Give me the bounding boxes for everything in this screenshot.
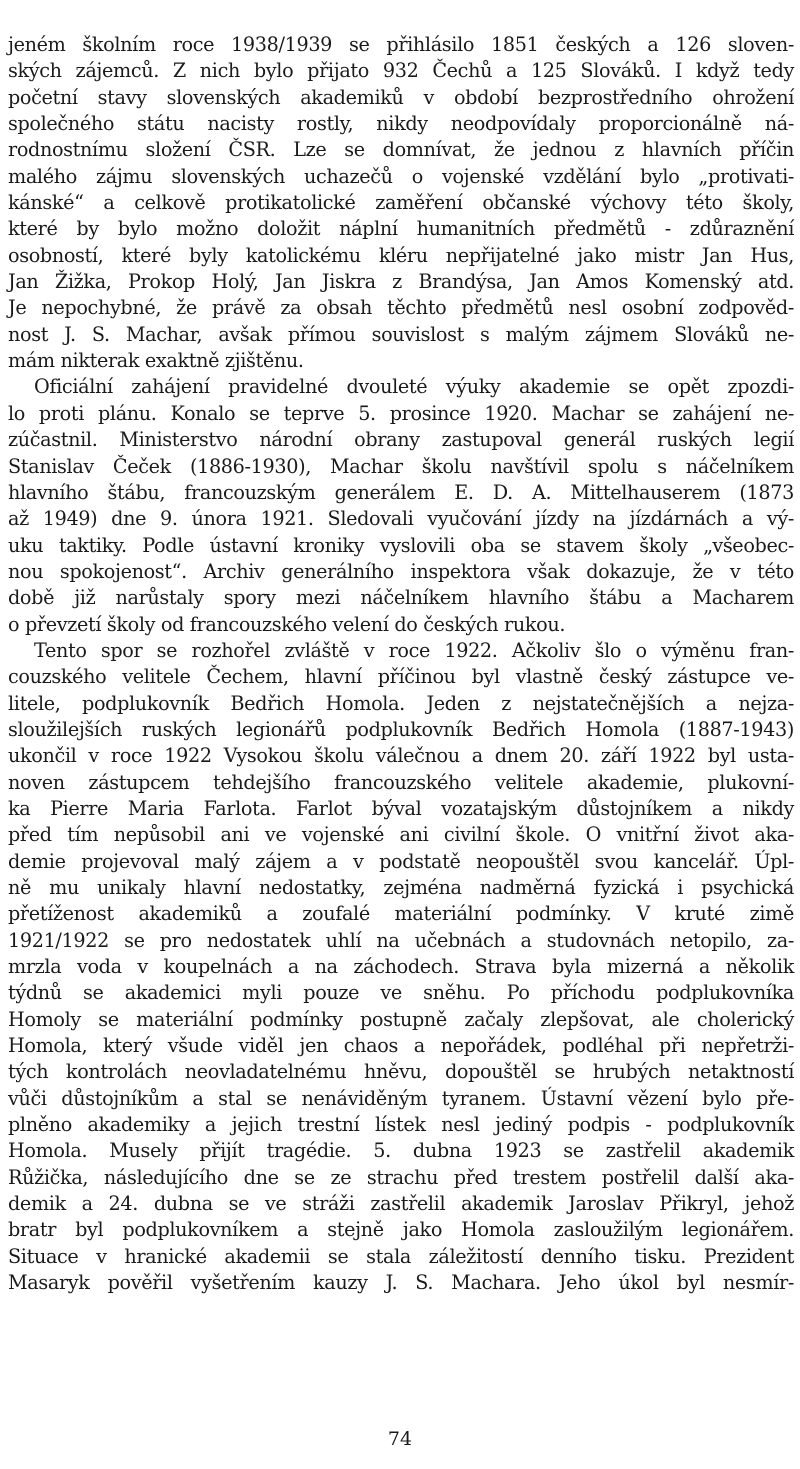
text-line: plněno akademiky a jejich trestní lístek nesl jediný podpis - podplukovník <box>8 1113 794 1137</box>
text-line: tých kontrolách neovladatelnému hněvu, dopouštěl se hrubých netaktností <box>8 1060 794 1084</box>
text-line: malého zájmu slovenských uchazečů o vojenské vzdělání bylo „protivati- <box>8 164 794 188</box>
text-line: nost J. S. Machar, avšak přímou souvislost s malým zájmem Slováků ne- <box>8 322 794 346</box>
text-line: mrzla voda v koupelnách a na záchodech. Strava byla mizerná a několik <box>8 955 794 979</box>
text-line: Homola. Musely přijít tragédie. 5. dubna 1923 se zastřelil akademik <box>8 1139 794 1163</box>
text-line: demie projevoval malý zájem a v podstatě neopouštěl svou kancelář. Úpl- <box>8 849 794 873</box>
paragraph <box>8 374 794 637</box>
text-line: o převzetí školy od francouzského velení do českých rukou. <box>8 612 566 636</box>
text-line: Homola, který všude viděl jen chaos a nepořádek, podléhal při nepřetrži- <box>8 1034 794 1058</box>
text-line: zúčastnil. Ministerstvo národní obrany zastupoval generál ruských legií <box>8 428 794 452</box>
text-line: litele, podplukovník Bedřich Homola. Jeden z nejstatečnějších a nejza- <box>8 691 794 715</box>
text-line: Homoly se materiální podmínky postupně začaly zlepšovat, ale cholerický <box>8 1007 794 1031</box>
text-line: ně mu unikaly hlavní nedostatky, zejména nadměrná fyzická i psychická <box>8 876 794 899</box>
text-line: týdnů se akademici myli pouze ve sněhu. Po příchodu podplukovníka <box>8 981 794 1005</box>
text-line: před tím nepůsobil ani ve vojenské ani civilní škole. O vnitřní život aka- <box>8 823 794 847</box>
text-line: společného státu nacisty rostly, nikdy neodpovídaly proporcionálně ná- <box>8 112 794 136</box>
text-line: přetíženost akademiků a zoufalé materiální podmínky. V kruté zimě <box>8 902 794 926</box>
page-number: 74 <box>387 1428 413 1450</box>
text-line: rodnostnímu složení ČSR. Lze se domnívat, že jednou z hlavních příčin <box>8 138 794 162</box>
page-body <box>8 32 794 1297</box>
text-line: době již narůstaly spory mezi náčelníkem hlavního štábu a Macharem <box>8 586 794 610</box>
text-line: mám nikterak exaktně zjištěnu. <box>8 349 304 373</box>
text-line: ských zájemců. Z nich bylo přijato 932 Čechů a 125 Slováků. I když tedy <box>8 59 794 83</box>
text-line: uku taktiky. Podle ústavní kroniky vyslovili oba se stavem školy „všeobec- <box>8 533 794 557</box>
text-line: demik a 24. dubna se ve stráži zastřelil akademik Jaroslav Přikryl, jehož <box>8 1192 794 1216</box>
text-line: Oficiální zahájení pravidelné dvouleté výuky akademie se opět zpozdi- <box>34 375 794 399</box>
text-line: lo proti plánu. Konalo se teprve 5. prosince 1920. Machar se zahájení ne- <box>8 401 794 425</box>
text-line: až 1949) dne 9. února 1921. Sledovali vyučování jízdy na jízdárnách a vý- <box>8 507 794 531</box>
text-line: hlavního štábu, francouzským generálem E. D. A. Mittelhauserem (1873 <box>8 480 794 504</box>
text-line: které by bylo možno doložit náplní humanitních předmětů - zdůraznění <box>8 217 794 241</box>
text-line: nou spokojenost“. Archiv generálního inspektora však dokazuje, že v této <box>8 559 794 583</box>
text-line: jeném školním roce 1938/1939 se přihlásilo 1851 českých a 126 sloven- <box>8 33 794 56</box>
text-line: noven zástupcem tehdejšího francouzského velitele akademie, plukovní- <box>8 770 794 794</box>
text-line: vůči důstojníkům a stal se nenáviděným tyranem. Ústavní vězení bylo pře- <box>8 1086 794 1110</box>
text-line: ukončil v roce 1922 Vysokou školu válečnou a dnem 20. září 1922 byl usta- <box>8 744 794 768</box>
text-line: couzského velitele Čechem, hlavní příčinou byl vlastně český zástupce ve- <box>8 665 794 689</box>
text-line: bratr byl podplukovníkem a stejně jako Homola zasloužilým legionářem. <box>8 1218 794 1242</box>
text-line: ka Pierre Maria Farlota. Farlot býval vozatajským důstojníkem a nikdy <box>8 796 794 820</box>
text-line: kánské“ a celkově protikatolické zaměření občanské výchovy této školy, <box>8 191 794 215</box>
text-line: Je nepochybné, že právě za obsah těchto předmětů nesl osobní zodpověd- <box>8 296 794 320</box>
text-line: 1921/1922 se pro nedostatek uhlí na učebnách a studovnách netopilo, za- <box>8 928 794 952</box>
text-line: Jan Žižka, Prokop Holý, Jan Jiskra z Brandýsa, Jan Amos Komenský atd. <box>8 270 794 294</box>
paragraph <box>8 638 794 1297</box>
text-line: početní stavy slovenských akademiků v období bezprostředního ohrožení <box>8 85 794 109</box>
text-line: Masaryk pověřil vyšetřením kauzy J. S. Machara. Jeho úkol byl nesmír- <box>8 1271 794 1295</box>
text-line: Růžička, následujícího dne se ze strachu před trestem postřelil další aka- <box>8 1165 794 1189</box>
paragraph <box>8 32 794 374</box>
text-line: osobností, které byly katolickému kléru nepřijatelné jako mistr Jan Hus, <box>8 243 794 267</box>
text-line: Tento spor se rozhořel zvláště v roce 1922. Ačkoliv šlo o výměnu fran- <box>34 638 794 662</box>
text-line: Situace v hranické akademii se stala záležitostí denního tisku. Prezident <box>8 1244 794 1268</box>
text-line: sloužilejších ruských legionářů podplukovník Bedřich Homola (1887-1943) <box>8 717 794 741</box>
text-line: Stanislav Čeček (1886-1930), Machar školu navštívil spolu s náčelníkem <box>8 454 794 478</box>
